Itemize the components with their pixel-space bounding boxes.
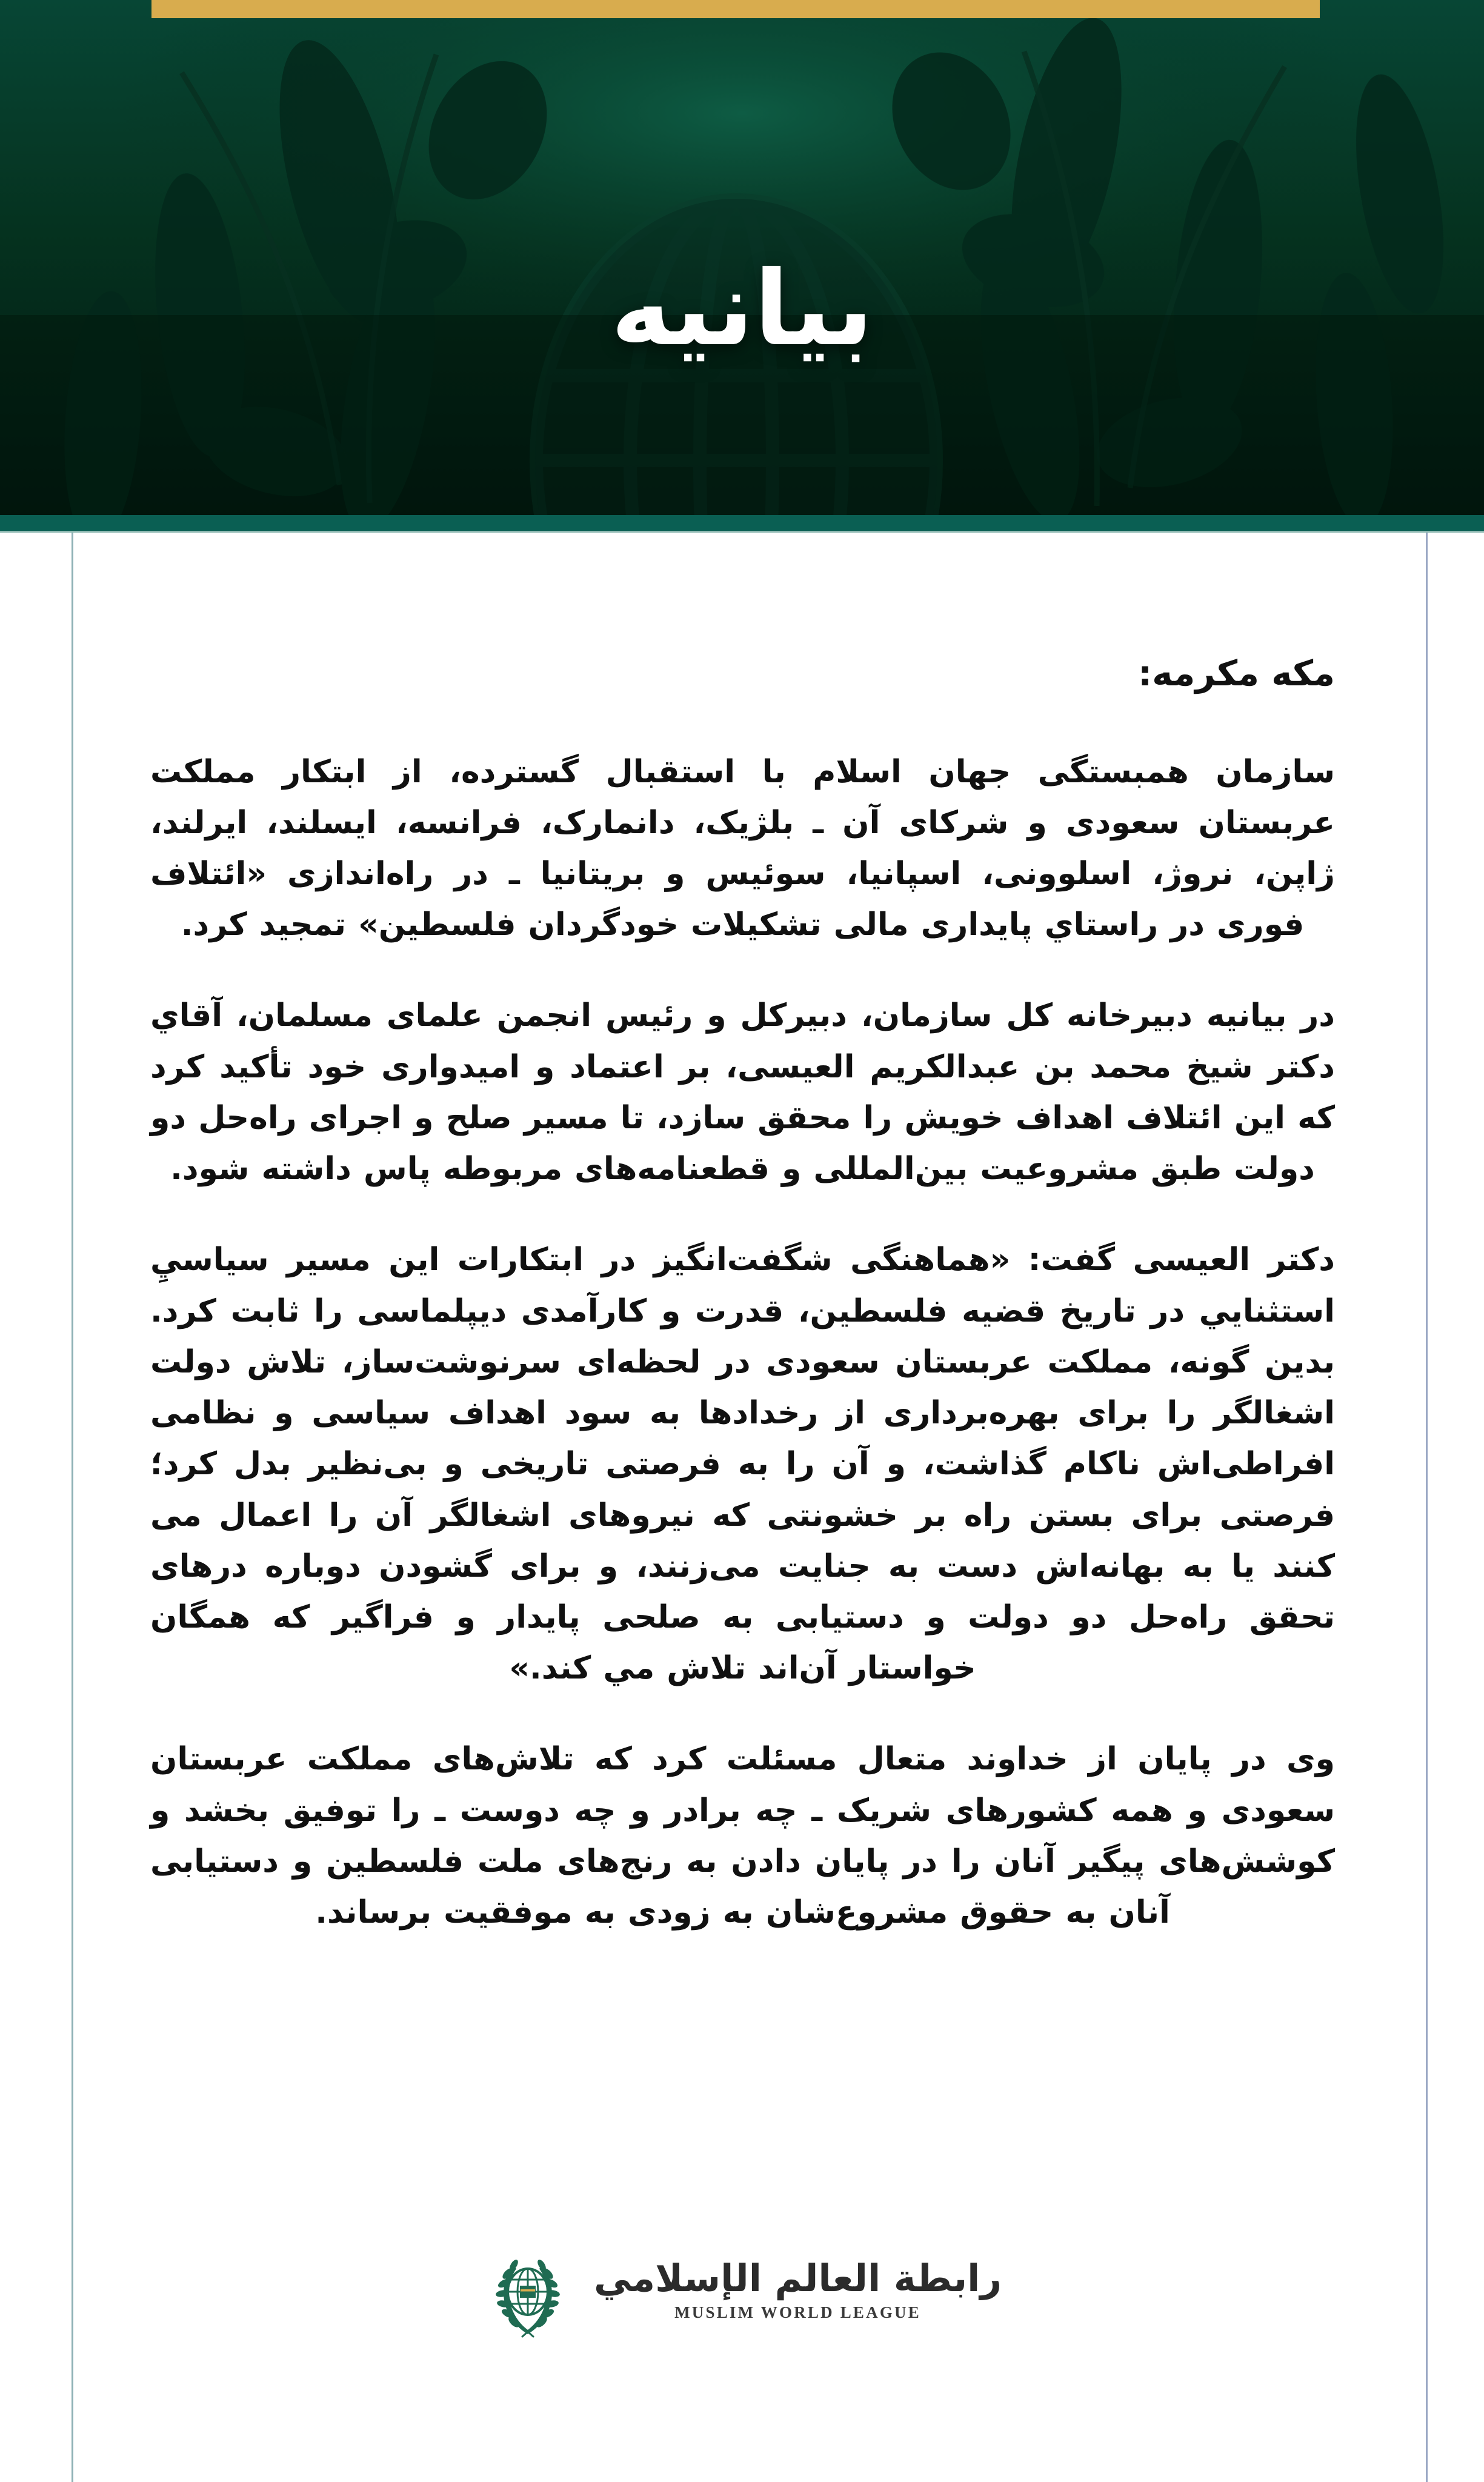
teal-divider-band [0, 515, 1484, 532]
left-margin-rule [72, 533, 73, 2482]
paragraph-4: وی در پایان از خداوند متعال مسئلت کرد که تلاش‌های مملکت عربستان سعودی و همه کشورهای شریک ـ چه برادر و چه دوست ـ را توفیق بخشد و کوشش‌های پیگیر آنان را در پایان دادن به رنج‌های ملت فلسطین و دستیابی آنان به حقوق مشروع‌شان به زودی به موفقیت برساند. [150, 1741, 1335, 1931]
statement-body [150, 651, 1335, 1938]
logo-arabic-name: رابطة العالم الإسلامي [593, 2255, 1002, 2300]
header-banner [0, 0, 1484, 515]
paragraph-1: سازمان همبستگی جهان اسلام با استقبال گسترده، از ابتکار مملکت عربستان سعودی و شرکای آن ـ بلژیک، دانمارک، فرانسه، ایسلند، ایرلند، ژاپن، نروژ، اسلوونی، اسپانیا، سوئیس و بریتانیا ـ در راه‌اندازی «ائتلاف فوری در راستاي پایداری مالی تشکیلات خودگردان فلسطین» تمجید کرد. [150, 753, 1335, 943]
paragraph-3: دکتر العیسی گفت: «هماهنگی شگفت‌انگیز در ابتکارات این مسیر سیاسيِ استثنایي در تاریخ قضیه فلسطین، قدرت و کارآمدی دیپلماسی را ثابت کرد. بدین گونه، مملکت عربستان سعودی در لحظه‌ای سرنوشت‌ساز، تلاش دولت اشغالگر را برای بهره‌برداری از رخدادها به سود اهداف سیاسی و نظامی افراطی‌اش ناکام گذاشت، و آن را به فرصتی تاریخی و بی‌نظیر بدل کرد؛ فرصتی برای بستن راه بر خشونتی که نیروهای اشغالگر آن را اعمال می کنند یا به بهانه‌اش دست به جنایت می‌زنند، و برای گشودن دوباره درهای تحقق راه‌حل دو دولت و دستیابی به صلحی پایدار و فراگیر که همگان خواستار آن‌اند تلاش مي کند.» [150, 1242, 1335, 1687]
paragraph-2: در بیانیه دبیرخانه کل سازمان، دبیرکل و رئیس انجمن علمای مسلمان، آقاي دکتر شیخ محمد بن عبدالکریم العیسی، بر اعتماد و امیدواری خود تأکید کرد که این ائتلاف اهداف خویش را محقق سازد، تا مسیر صلح و اجرای راه‌حل دو دولت طبق مشروعیت بین‌المللی و قطعنامه‌های مربوطه پاس داشته شود. [150, 997, 1335, 1188]
dateline-salutation: مکه مکرمه: [1137, 653, 1335, 694]
right-margin-rule [1426, 533, 1428, 2482]
page-title: بیانیه [610, 249, 874, 369]
logo-english-name: MUSLIM WORLD LEAGUE [674, 2303, 921, 2321]
globe-laurel-emblem-icon [482, 2242, 573, 2339]
logo-wordmark [593, 2255, 1002, 2322]
organization-logo [0, 2242, 1484, 2339]
